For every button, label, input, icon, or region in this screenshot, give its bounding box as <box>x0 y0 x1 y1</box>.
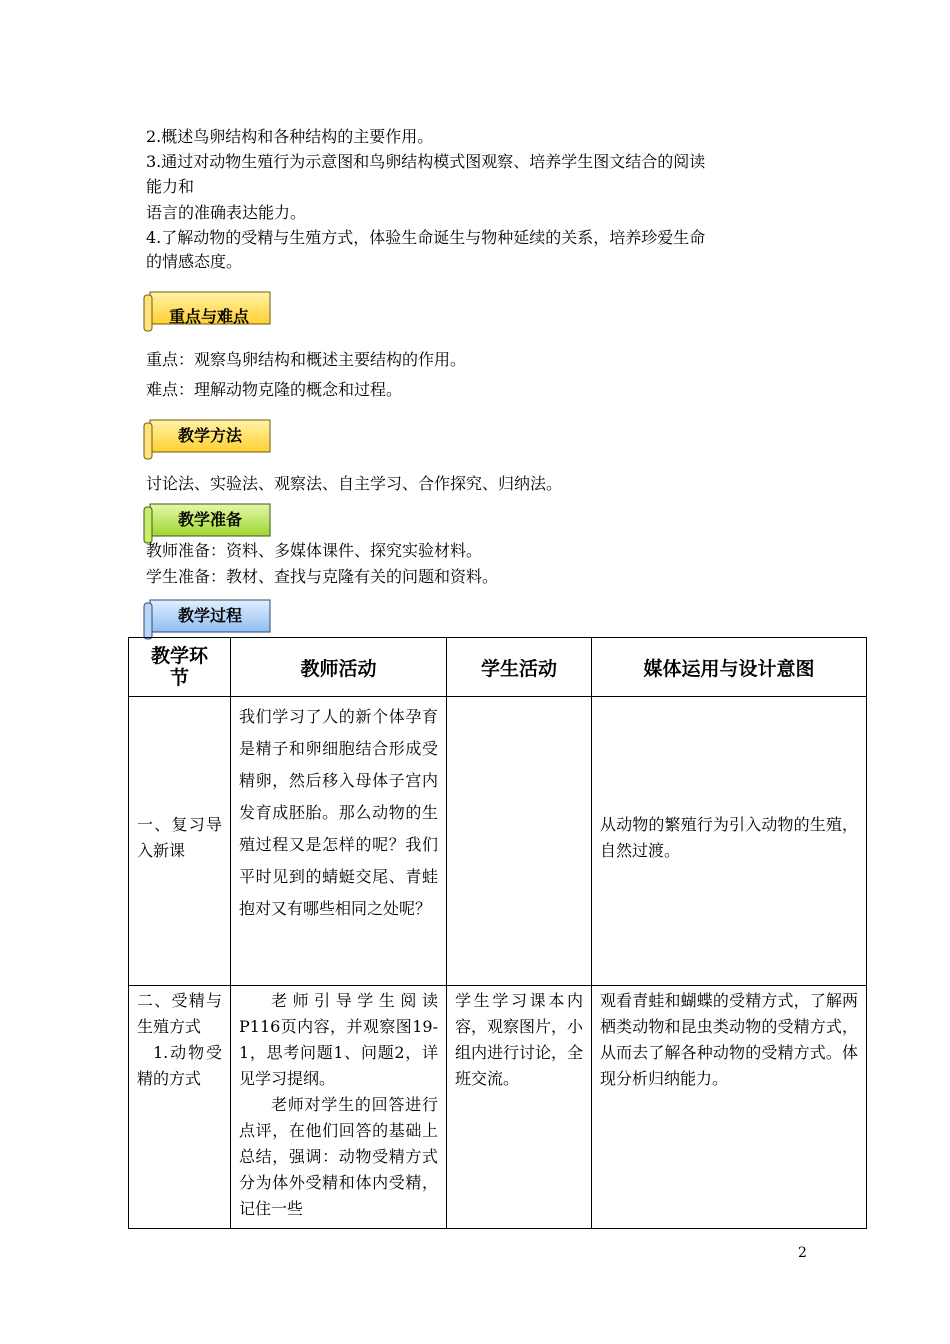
preparation-line: 教师准备：资料、多媒体课件、探究实验材料。 <box>146 541 483 560</box>
table-header-row <box>129 638 867 697</box>
teacher-cell: 我们学习了人的新个体孕育是精子和卵细胞结合形成受精卵，然后移入母体子宫内发育成胚胎。那么动物的生殖过程又是怎样的呢？我们平时见到的蜻蜓交尾、青蛙抱对又有哪些相同之处呢？ <box>231 697 447 986</box>
objective-line: 的情感态度。 <box>146 252 243 271</box>
media-cell: 观看青蛙和蝴蝶的受精方式，了解两栖类动物和昆虫类动物的受精方式，从而去了解各种动物的受精方式。体现分析归纳能力。 <box>592 986 867 1229</box>
header-teacher: 教师活动 <box>231 638 447 697</box>
objective-line: 2.概述鸟卵结构和各种结构的主要作用。 <box>146 127 434 146</box>
student-cell <box>447 697 592 986</box>
table-row <box>129 986 867 1229</box>
table-row <box>129 697 867 986</box>
teaching-process-table <box>128 637 867 1229</box>
preparation-line: 学生准备：教材、查找与克隆有关的问题和资料。 <box>146 567 499 586</box>
student-cell: 学生学习课本内容，观察图片，小组内进行讨论，全班交流。 <box>447 986 592 1229</box>
header-stage: 教学环节 <box>129 638 231 697</box>
section-banner-key-points <box>140 291 274 333</box>
objective-line: 3.通过对动物生殖行为示意图和鸟卵结构模式图观察、培养学生图文结合的阅读 <box>146 152 706 171</box>
section-banner-methods <box>140 419 274 461</box>
stage-cell: 二、受精与生殖方式 1.动物受精的方式 <box>129 986 231 1229</box>
objective-line: 能力和 <box>146 177 195 196</box>
objective-line: 语言的准确表达能力。 <box>146 203 307 222</box>
stage-cell: 一、复习导入新课 <box>129 697 231 986</box>
header-media: 媒体运用与设计意图 <box>592 638 867 697</box>
media-cell: 从动物的繁殖行为引入动物的生殖，自然过渡。 <box>592 697 867 986</box>
objective-line: 4.了解动物的受精与生殖方式，体验生命诞生与物种延续的关系，培养珍爱生命 <box>146 228 706 247</box>
key-point-line: 重点：观察鸟卵结构和概述主要结构的作用。 <box>146 350 467 369</box>
method-line: 讨论法、实验法、观察法、自主学习、合作探究、归纳法。 <box>146 474 563 493</box>
teacher-cell: 老师引导学生阅读P116页内容，并观察图19-1，思考问题1、问题2，详见学习提纲。 老师对学生的回答进行点评，在他们回答的基础上总结，强调：动物受精方式分为体外受精和体内受精，记住一些 <box>231 986 447 1229</box>
section-title: 教学方法 <box>177 426 242 445</box>
section-title: 教学准备 <box>177 510 242 529</box>
key-point-line: 难点：理解动物克隆的概念和过程。 <box>146 380 403 399</box>
section-banner-process <box>140 599 274 641</box>
header-student: 学生活动 <box>447 638 592 697</box>
section-title: 教学过程 <box>177 606 242 625</box>
section-title: 重点与难点 <box>168 307 249 326</box>
page-number: 2 <box>798 1245 807 1261</box>
